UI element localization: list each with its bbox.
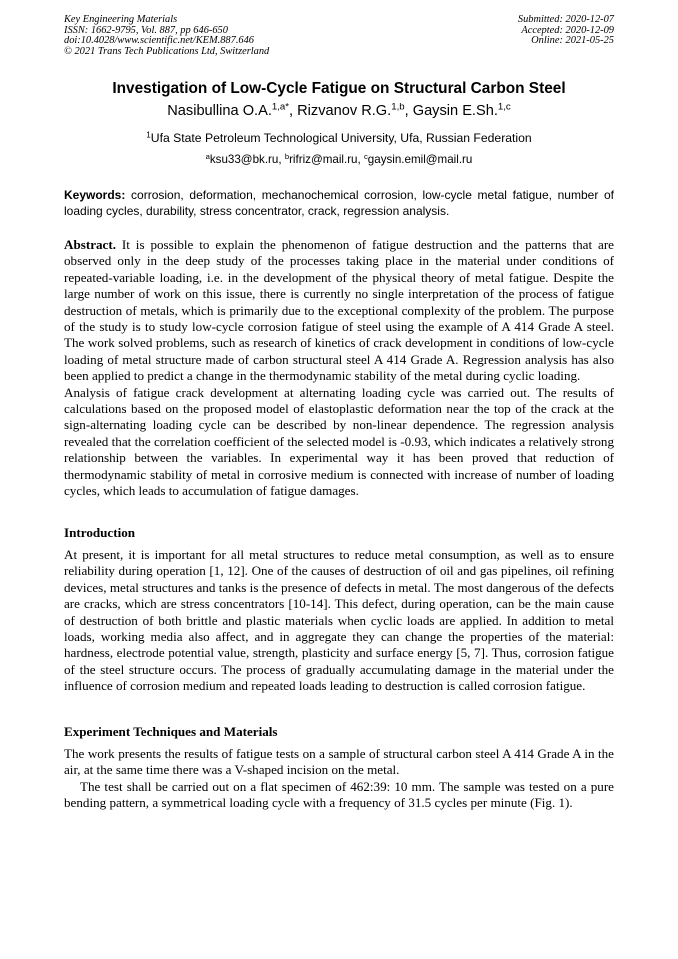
abstract-paragraph [64,237,614,385]
experiment-heading: Experiment Techniques and Materials [64,724,278,739]
email-link[interactable]: gaysin.emil@mail.ru [367,153,473,166]
journal-copyright: © 2021 Trans Tech Publications Ltd, Switzerland [64,45,270,57]
author-name: Rizvanov R.G. [297,103,392,119]
author-separator: , [289,103,298,119]
email-link[interactable]: rifriz@mail.ru [289,153,358,166]
paper-title: Investigation of Low-Cycle Fatigue on Structural Carbon Steel [112,80,566,97]
introduction-section [64,547,614,695]
abstract-text: It is possible to explain the phenomenon of fatigue destruction and the patterns that are observed only in the deep study of the processes taking place in the material under conditions of repeated-variable loading, i.e. in the development of the physical theory of metal fatigue. Despite the large number of work on this issue, there is currently no single interpretation of the process of fatigue destruction of metals, which is primarily due to the exceptional complexity of the problem. The purpose of the study is to study low-cycle corrosion fatigue of steel using the example of A 414 Grade A steel. The work solved problems, such as research of kinetics of crack development in conditions of low-cycle loading of metal structure made of carbon structural steel A 414 Grade A. Regression analysis has also been applied to predict a change in the thermodynamic stability of the metal during cyclic loading. [64,237,614,384]
affiliation [0,131,678,145]
experiment-paragraph: The work presents the results of fatigue tests on a sample of structural carbon steel A 414 Grade A in the air, at the same time there was a V-shaped incision on the metal. [64,746,614,778]
author-list [0,103,678,119]
journal-info [64,15,269,57]
author-sup: 1,b [391,101,405,113]
journal-doi[interactable]: doi:10.4028/www.scientific.net/KEM.887.646 [64,35,254,47]
author-sup: 1,c [497,101,511,113]
abstract-paragraph: Analysis of fatigue crack development at alternating loading cycle was carried out. The results of calculations based on the proposed model of elastoplastic deformation near the top of the crack at the sign-alternating loading cycle can be described by non-linear dependence. The regression analysis revealed that the correlation coefficient of the selected model is -0.93, which indicates a relatively strong relationship between the variables. In experimental way it has been proved that reduction of thermodynamic stability of metal in corrosive medium is connected with increase of number of loading cycles, which leads to accumulation of fatigue damages. [64,384,614,499]
date-online: Online: 2021-05-25 [531,35,614,47]
email-separator: , [278,153,285,166]
keywords-text: corrosion, deformation, mechanochemical corrosion, low-cycle metal fatigue, number of loading cycles, durability, stress concentrator, crack, regression analysis. [64,188,614,218]
author-separator: , [404,103,413,119]
experiment-paragraph: The test shall be carried out on a flat specimen of 462:39: 10 mm. The sample was tested on a pure bending pattern, a symmetrical loading cycle with a frequency of 31.5 cycles per minute (Fig. 1). [64,778,614,811]
email-sup: c [363,151,368,161]
date-accepted: Accepted: 2020-12-09 [521,24,614,36]
affiliation-sup: 1 [146,130,151,140]
email-link[interactable]: ksu33@bk.ru [209,153,279,166]
keywords-label: Keywords: [64,188,126,202]
introduction-paragraph: At present, it is important for all metal structures to reduce metal consumption, as well as to ensure reliability during operation [1, 12]. One of the causes of destruction of oil and gas pipelines, oil refining devices, metal structures and tanks is the presence of defects in metal. The most dangerous of the defects are cracks, which are stress concentrators [10-14]. This defect, during operation, can be the main cause of destruction of both brittle and plastic materials when cyclic loads are applied. In addition to metal loads, working media also affect, and in aggregate they can change the properties of the material: hardness, electrode potential value, strength, plasticity and surface energy [5, 7]. Thus, corrosion fatigue of the steel structure occurs. The process of gradually accumulating damage in the material under the influence of corrosion medium and repeated loads leading to destruction is called corrosion fatigue. [64,547,614,694]
journal-issn: ISSN: 1662-9795, Vol. 887, pp 646-650 [64,24,228,36]
email-separator: , [357,153,364,166]
email-sup: b [284,151,290,161]
publication-dates [518,15,614,47]
affiliation-text: Ufa State Petroleum Technological University, Ufa, Russian Federation [150,131,532,145]
date-submitted: Submitted: 2020-12-07 [517,14,614,25]
email-list [0,153,678,166]
abstract-section [64,237,614,500]
email-sup: a [205,151,210,161]
introduction-heading: Introduction [64,525,136,540]
author-sup: 1,a* [271,101,290,113]
author-name: Gaysin E.Sh. [412,103,498,119]
keywords-block [64,188,614,219]
journal-name: Key Engineering Materials [64,14,178,25]
author-name: Nasibullina O.A. [167,103,272,119]
experiment-section [64,746,614,812]
abstract-label: Abstract. [64,237,116,252]
